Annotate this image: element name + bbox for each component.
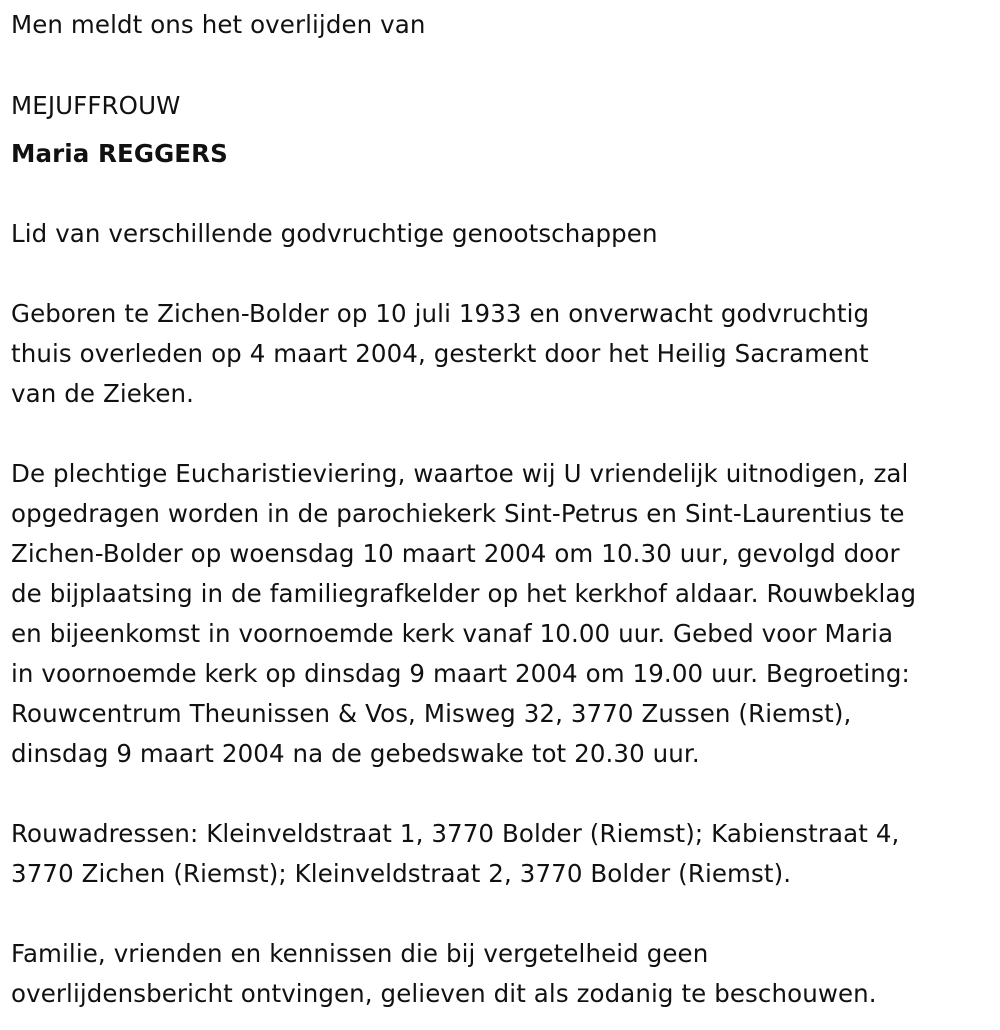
paragraph-line: en bijeenkomst in voornoemde kerk vanaf 10.00 uur. Gebed voor Maria [11,619,894,648]
paragraph-line: Zichen-Bolder op woensdag 10 maart 2004 om 10.30 uur, gevolgd door [11,539,900,568]
title-prefix: MEJUFFROUW [11,91,181,120]
paragraph-line: van de Zieken. [11,379,195,408]
paragraph-line: Geboren te Zichen-Bolder op 10 juli 1933 en onverwacht godvruchtig [11,299,870,328]
paragraph-line: in voornoemde kerk op dinsdag 9 maart 2004 om 19.00 uur. Begroeting: [11,659,910,688]
paragraph-line: thuis overleden op 4 maart 2004, gesterkt door het Heilig Sacrament [11,339,869,368]
paragraph-line: Familie, vrienden en kennissen die bij vergetelheid geen [11,939,709,968]
paragraph-line: opgedragen worden in de parochiekerk Sint-Petrus en Sint-Laurentius te [11,499,905,528]
paragraph-line: 3770 Zichen (Riemst); Kleinveldstraat 2, 3770 Bolder (Riemst). [11,859,792,888]
deceased-name: Maria REGGERS [11,139,228,168]
paragraph-line: De plechtige Eucharistieviering, waartoe wij U vriendelijk uitnodigen, zal [11,459,909,488]
paragraph-line: Rouwadressen: Kleinveldstraat 1, 3770 Bolder (Riemst); Kabienstraat 4, [11,819,900,848]
membership-text: Lid van verschillende godvruchtige genootschappen [11,219,658,248]
paragraph-line: dinsdag 9 maart 2004 na de gebedswake tot 20.30 uur. [11,739,700,768]
paragraph-line: overlijdensbericht ontvingen, gelieven dit als zodanig te beschouwen. [11,979,877,1008]
paragraph-line: de bijplaatsing in de familiegrafkelder op het kerkhof aldaar. Rouwbeklag [11,579,917,608]
intro-text: Men meldt ons het overlijden van [11,10,426,39]
paragraph-line: Rouwcentrum Theunissen & Vos, Misweg 32, 3770 Zussen (Riemst), [11,699,852,728]
